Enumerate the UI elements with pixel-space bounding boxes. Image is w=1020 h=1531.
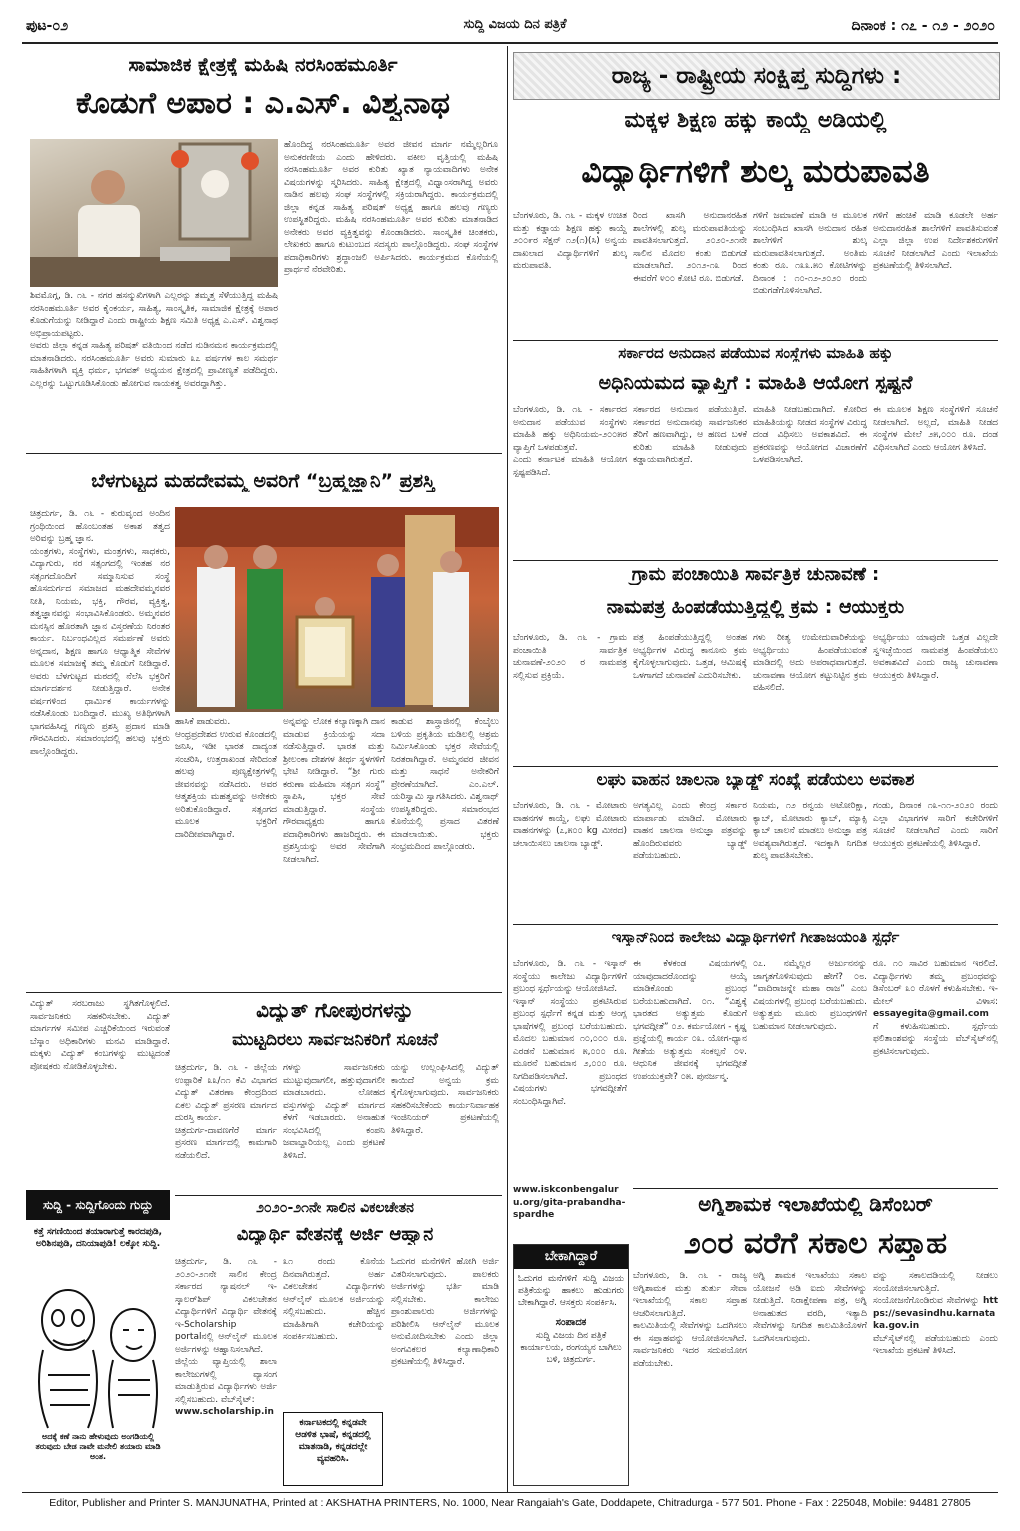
story4-text-col2: ೩೧ ರಂದು ಕೊನೆಯ ದಿನವಾಗಿರುತ್ತದೆ. ಅರ್ಹ ವಿಕಲಚೇತನ ವಿದ್ಯಾರ್ಥಿಗಳು ಆನ್‌ಲೈನ್ ಮೂಲಕ ಅರ್ಜಿಯನ್ನು ಸಲ್ಲಿಸಬಹುದು. ಹೆಚ್ಚಿನ ಮಾಹಿತಿಗಾಗಿ ಕಚೇರಿಯನ್ನು ಸಂಪರ್ಕಿಸಬಹುದು. <box>283 1257 385 1342</box>
wanted-ad-contact-title: ಸಂಪಾದಕ <box>555 1317 587 1328</box>
story-divider <box>513 340 998 341</box>
right-story1-col2: ರಿಂದ ಖಾಸಗಿ ಅನುದಾನರಹಿತ ಶಾಲೆಗಳಲ್ಲಿ ಶುಲ್ಕ ಮರುಪಾವತಿಯನ್ನು ಪಾವತಿಸಲಾಗುತ್ತದೆ. ೨೦೨೦-೨೧ನೇ ಸಾಲಿನ ಮೊದಲ ಕಂತು ಬಿಡುಗಡೆ ಮಾಡಲಾಗಿದೆ. ೨೦೧೨-೧೩ ರಿಂದ ಈವರೆಗೆ ೪೦೦ ಕೋಟಿ ರೂ. ಬಿಡುಗಡೆ. <box>633 211 747 284</box>
right-story4-body-start: ಬೆಂಗಳೂರು, ಡಿ. ೧೬ - ಮೋಟಾರು ವಾಹನಗಳ ಕಾಯ್ದೆ, ಲಘು ಮೋಟಾರು ವಾಹನಗಳನ್ನು (೭,೫೦೦ kg ಮೀರದ) ಚಲಾಯಿಸಲು ಚಾಲನಾ ಬ್ಯಾಡ್ಜ್. <box>513 801 627 849</box>
story2-headline: ಬೆಳಗುಟ್ಟದ ಮಹದೇವಮ್ಮ ಅವರಿಗೆ “ಬ್ರಹ್ಮಜ್ಞಾನಿ” ಪ್ರಶಸ್ತಿ <box>91 470 435 492</box>
wanted-ad-contact-body: ಸುದ್ದಿ ವಿಜಯ ದಿನ ಪತ್ರಿಕೆ ಕಾರ್ಯಾಲಯ, ರಂಗಯ್ಯನ ಬಾಗಿಲು ಬಳಿ, ಚಿತ್ರದುರ್ಗ. <box>520 1331 622 1365</box>
section-banner <box>513 52 1000 100</box>
story-divider <box>513 560 998 561</box>
story4-body-start: ಚಿತ್ರದುರ್ಗ, ಡಿ. ೧೬ - ೨೦೨೦-೨೧ನೇ ಸಾಲಿನ ಕೇಂದ್ರ ಸರ್ಕಾರದ ನ್ಯಾಷನಲ್ ಇ-ಸ್ಕಾಲರ್‌ಶಿಪ್ ವಿಕಲಚೇತನ ವಿದ್ಯಾರ್ಥಿಗಳಿಗೆ ವಿದ್ಯಾರ್ಥಿ ವೇತನಕ್ಕೆ ಇ-Scholarship portalನಲ್ಲಿ ಆನ್‌ಲೈನ್ ಮೂಲಕ ಅರ್ಜಿಗಳನ್ನು ಆಹ್ವಾನಿಸಲಾಗಿದೆ. <box>175 1257 277 1355</box>
right-story5-headline: ಇಸ್ಕಾನ್‌ನಿಂದ ಕಾಲೇಜು ವಿದ್ಯಾರ್ಥಿಗಳಿಗೆ ಗೀತಾಜಯಂತಿ ಸ್ಪರ್ಧೆ <box>611 928 900 946</box>
wanted-ad-body: ಓದುಗರ ಮನೆಗಳಿಗೆ ಸುದ್ದಿ ವಿಜಯ ಪತ್ರಿಕೆಯನ್ನು ಹಾಕಲು ಹುಡುಗರು ಬೇಕಾಗಿದ್ದಾರೆ. ಆಸಕ್ತರು ಸಂಪರ್ಕಿಸಿ. <box>518 1274 624 1308</box>
right-story3-col1 <box>513 632 627 762</box>
right-story1-col1 <box>513 210 627 338</box>
right-story6-col3: ವನ್ನು ಸಕಾಲದಡಿಯಲ್ಲಿ ನೀಡಲು ಸಂಯೋಜಿಸಲಾಗುತ್ತಿದೆ. ಸಂಯೋಜನೆಗೊಂಡಿರುವ ಸೇವೆಗಳನ್ನು https://sevasindhu.karnataka.gov.in ವೆಬ್‌ಸೈಟ್‌ನಲ್ಲಿ ಪಡೆಯಬಹುದು ಎಂದು ಇಲಾಖೆಯ ಪ್ರಕಟಣೆ ತಿಳಿಸಿದೆ. <box>873 1271 998 1356</box>
right-story3-headline1: ಗ್ರಾಮ ಪಂಚಾಯಿತಿ ಸಾರ್ವತ್ರಿಕ ಚುನಾವಣೆ : <box>631 564 880 585</box>
right-story2-col2: ಸರ್ಕಾರದ ಅನುದಾನ ಪಡೆಯುತ್ತಿವೆ. ಸರ್ಕಾರದ ಅನುದಾನವು ಸಾರ್ವಜನಿಕರ ತೆರಿಗೆ ಹಣವಾಗಿದ್ದು, ಆ ಹಣದ ಬಳಕೆ ಕುರಿತು ಮಾಹಿತಿ ನೀಡುವುದು ಕಡ್ಡಾಯವಾಗಿರುತ್ತದೆ. <box>633 405 747 465</box>
story3-headline1: ವಿದ್ಯುತ್ ಗೋಪುರಗಳನ್ನು <box>256 998 414 1022</box>
right-story6-body-start: ಬೆಂಗಳೂರು, ಡಿ. ೧೬ - ರಾಜ್ಯ ಅಗ್ನಿಶಾಮಕ ಮತ್ತು ತುರ್ತು ಸೇವಾ ಇಲಾಖೆಯಲ್ಲಿ ಸಕಾಲ ಸಪ್ತಾಹ ಆಚರಿಸಲಾಗುತ್ತಿದೆ. <box>633 1271 747 1319</box>
right-story2-col1: ಬೆಂಗಳೂರು, ಡಿ. ೧೬ - ಸರ್ಕಾರದ ಅನುದಾನ ಪಡೆಯುವ ಸಂಸ್ಥೆಗಳು ಮಾಹಿತಿ ಹಕ್ಕು ಅಧಿನಿಯಮ-೨೦೦೫ರ ವ್ಯಾಪ್ತಿಗೆ ಒಳಪಡುತ್ತವೆ. ಎಂದು ಕರ್ನಾಟಕ ಮಾಹಿತಿ ಆಯೋಗ ಸ್ಪಷ್ಟಪಡಿಸಿದೆ. <box>513 405 627 478</box>
story-divider <box>633 1188 998 1189</box>
contest-url-text: www.iskconbengaluru.org/gita-prabandha-spardhe <box>513 1185 626 1220</box>
masthead-rule <box>22 42 998 44</box>
right-story4-col4: ಗಂಡು, ದಿನಾಂಕ ೧೩-೧೧-೨೦೨೦ ರಂದು ಎಲ್ಲಾ ವಿಭಾಗಗಳ ಸಾರಿಗೆ ಕಚೇರಿಗಳಿಗೆ ಸೂಚನೆ ನೀಡಲಾಗಿದೆ ಎಂದು ಸಾರಿಗೆ ಆಯುಕ್ತರು ಪ್ರಕಟಣೆಯಲ್ಲಿ ತಿಳಿಸಿದ್ದಾರೆ. <box>873 801 998 849</box>
portrait-photo <box>30 139 278 287</box>
story2-text-col4: ಕಾಡುವ ಶಾಸ್ತ್ರಾಜಿನಲ್ಲಿ ಕೆಂಬೈಲು ಬಳಿಯ ಪ್ರಕೃತಿಯ ಮಡಿಲಲ್ಲಿ ಆಶ್ರಮ ನಿರ್ಮಿಸಿಕೊಂಡು ಭಕ್ತರ ಸೇವೆಯಲ್ಲಿ ನಿರತರಾಗಿದ್ದಾರೆ. ಅಮ್ಮನವರ ಜೀವನ ಮತ್ತು ಸಾಧನೆ ಅನೇಕರಿಗೆ ಪ್ರೇರಣೆಯಾಗಿದೆ. ಎಂ.ಎಲ್. ಯರಿಸ್ವಾಮಿ ಸ್ವಾಗತಿಸಿದರು. ವಿಶ್ವನಾಥ್ ಉಪಸ್ಥಿತರಿದ್ದರು. ಸಮಾರಂಭದ ಕೊನೆಯಲ್ಲಿ ಪ್ರಸಾದ ವಿತರಣೆ ಮಾಡಲಾಯಿತು. ಭಕ್ತರು ಸಂಭ್ರಮದಿಂದ ಪಾಲ್ಗೊಂಡರು. <box>391 717 499 852</box>
photo-caption: ಹಾಸಿಕೆ ಪಾಡುವರು. <box>175 717 231 727</box>
award-photo <box>175 507 499 712</box>
right-story3-body-start: ಬೆಂಗಳೂರು, ಡಿ. ೧೬ - ಗ್ರಾಮ ಪಂಚಾಯಿತಿ ಸಾರ್ವತ್ರಿಕ ಚುನಾವಣೆ-೨೦೨೦ ರ ನಾಮಪತ್ರ ಸಲ್ಲಿಸುವ ಪ್ರಕ್ರಿಯೆ. <box>513 633 627 681</box>
right-story3-col2: ಪತ್ರ ಹಿಂಪಡೆಯುತ್ತಿದ್ದಲ್ಲಿ ಅಂತಹ ಅಭ್ಯರ್ಥಿಗಳ ವಿರುದ್ಧ ಕಾನೂನು ಕ್ರಮ ಕೈಗೊಳ್ಳಲಾಗುವುದು. ಒತ್ತಡ, ಆಮಿಷಕ್ಕೆ ಒಳಗಾಗದೆ ಚುನಾವಣೆ ಎದುರಿಸಬೇಕು. <box>633 633 747 681</box>
story4-kicker: ೨೦೨೦-೨೧ನೇ ಸಾಲಿನ ವಿಕಲಚೇತನ <box>256 1200 414 1216</box>
story3-text-col4: ಯನ್ನು ಉಲ್ಲಂಘಿಸಿದಲ್ಲಿ ವಿದ್ಯುತ್ ಕಾಯಿದೆ ಅನ್ವಯ ಕ್ರಮ ಕೈಗೊಳ್ಳಲಾಗುವುದು. ಸಾರ್ವಜನಿಕರು ಸಹಕರಿಸಬೇಕೆಂದು ಕಾರ್ಯನಿರ್ವಾಹಕ ಇಂಜಿನಿಯರ್ ಪ್ರಕಟಣೆಯಲ್ಲಿ ತಿಳಿಸಿದ್ದಾರೆ. <box>391 1063 499 1136</box>
story1-text-col1: ಶಿವಮೊಗ್ಗ, ಡಿ. ೧೬ - ನಗರ ಹಸನ್ಮುಖಿಗಳಾಗಿ ಎಲ್ಲರನ್ನು ತಮ್ಮತ್ತ ಸೆಳೆಯುತ್ತಿದ್ದ ಮಹಿಷಿ ನರಸಿಂಹಮೂರ್ತಿ ಅವರ ಕೈಂಕರ್ಯ, ಸಾಹಿತ್ಯ, ಸಾಂಸ್ಕೃತಿಕ, ಸಾಮಾಜಿಕ ಕ್ಷೇತ್ರಕ್ಕೆ ಅಪಾರ ಕೊಡುಗೆಯನ್ನು ನೀಡಿದ್ದಾರೆ ಎಂದು ರಾಷ್ಟ್ರೀಯ ಶಿಕ್ಷಣ ಸಮಿತಿ ಅಧ್ಯಕ್ಷ ಎ.ಎಸ್. ವಿಶ್ವನಾಥ ಅಭಿಪ್ರಾಯಪಟ್ಟರು. ಅವರು ಜಿಲ್ಲಾ ಕನ್ನಡ ಸಾಹಿತ್ಯ ಪರಿಷತ್ ವತಿಯಿಂದ ನಡೆದ ನುಡಿನಮನ ಕಾರ್ಯಕ್ರಮದಲ್ಲಿ ಮಾತನಾಡಿದರು. ನರಸಿಂಹಮೂರ್ತಿ ಅವರು ಸುಮಾರು ೩೭ ವರ್ಷಗಳ ಕಾಲ ಸಮರ್ಥ ಸಾಹಿತಿಗಳಾಗಿ ವ್ಯಕ್ತಿ ಧರ್ಮ, ಭಗವತ್ ಅಧ್ಯಯನ ಕ್ಷೇತ್ರದಲ್ಲಿ ಪ್ರಾವೀಣ್ಯತೆ ಪಡೆದಿದ್ದರು. ಎಲ್ಲರನ್ನು ಒಟ್ಟುಗೂಡಿಸಿಕೊಂಡು ಹೋಗುವ ನಾಯಕತ್ವ ಅವರದ್ದಾಗಿತ್ತು. <box>30 291 278 389</box>
story1-body-start: ಶಿವಮೊಗ್ಗ, ಡಿ. ೧೬ - ನಗರ ಹಸನ್ಮುಖಿಗಳಾಗಿ ಎಲ್ಲರನ್ನು ತಮ್ಮತ್ತ ಸೆಳೆಯುತ್ತಿದ್ದ ಮಹಿಷಿ ನರಸಿಂಹಮೂರ್ತಿ ಅವರ ಕೈಂಕರ್ಯ, ಸಾಹಿತ್ಯ, ಸಾಂಸ್ಕೃತಿಕ, ಸಾಮಾಜಿಕ ಕ್ಷೇತ್ರಕ್ಕೆ ಅಪಾರ ಕೊಡುಗೆಯನ್ನು ನೀಡಿದ್ದಾರೆ ಎಂದು ರಾಷ್ಟ್ರೀಯ ಶಿಕ್ಷಣ ಸಮಿತಿ ಅಧ್ಯಕ್ಷ ಎ.ಎಸ್. ವಿಶ್ವನಾಥ ಅಭಿಪ್ರಾಯಪಟ್ಟರು. <box>30 291 278 339</box>
right-story2-headline1: ಸರ್ಕಾರದ ಅನುದಾನ ಪಡೆಯುವ ಸಂಸ್ಥೆಗಳು ಮಾಹಿತಿ ಹಕ್ಕು <box>618 344 893 362</box>
story1-kicker: ಸಾಮಾಜಿಕ ಕ್ಷೇತ್ರಕ್ಕೆ ಮಹಿಷಿ ನರಸಿಂಹಮೂರ್ತಿ <box>128 54 398 76</box>
right-story4-col3: ನಿಯಮ, ೧೨ ರನ್ವಯ ಅಟೋರಿಕ್ಷಾ, ಕ್ಯಾಬ್, ಮೋಟಾರು ಕ್ಯಾಬ್, ಮ್ಯಾಕ್ಸಿ ಕ್ಯಾಬ್ ಚಾಲನೆ ಮಾಡಲು ಅನುಜ್ಞಾ ಪತ್ರ ಅವಶ್ಯವಾಗಿರುತ್ತದೆ. ಇದಕ್ಕಾಗಿ ನಿಗದಿತ ಶುಲ್ಕ ಪಾವತಿಸಬೇಕು. <box>753 801 867 861</box>
paper-name: ಸುದ್ದಿ ವಿಜಯ ದಿನ ಪತ್ರಿಕೆ <box>463 17 567 32</box>
cartoon-title: ಸುದ್ದಿ - ಸುದ್ದಿಗೊಂದು ಗುದ್ದು <box>26 1190 170 1220</box>
story3-text-col3: ಗಳನ್ನು ಸಾರ್ವಜನಿಕರು ಮುಟ್ಟುವುದಾಗಲೀ, ಹತ್ತುವುದಾಗಲೀ ಮಾಡಬಾರದು. ಲೋಹದ ವಸ್ತುಗಳನ್ನು ವಿದ್ಯುತ್ ಮಾರ್ಗದ ಕೆಳಗೆ ಇಡಬಾರದು. ಅನಾಹುತ ಸಂಭವಿಸಿದಲ್ಲಿ ಕಂಪನಿ ಜವಾಬ್ದಾರಿಯಲ್ಲ ಎಂದು ಪ್ರಕಟಣೆ ತಿಳಿಸಿದೆ. <box>283 1063 385 1161</box>
cartoon-bubble-bottom: ಅದಕ್ಕೆ ಕಣೆ ನಾನು ಹೇಳುವುದು ಅಂಗಡಿಯಲ್ಲಿ ತರುವುದು ಬೇಡ ನಾವೇ ಮನೇಲಿ ತಯಾರು ಮಾಡಿ ಅಂತ. <box>35 1432 161 1461</box>
right-story4-col2: ಅಗತ್ಯವಿಲ್ಲ ಎಂದು ಕೇಂದ್ರ ಸರ್ಕಾರ ಮಾರ್ಪಾಡು ಮಾಡಿದೆ. ಮೋಟಾರು ವಾಹನ ಚಾಲನಾ ಅನುಜ್ಞಾ ಪತ್ರವನ್ನು ಹೊಂದಿರುವವರು ಬ್ಯಾಡ್ಜ್ ಪಡೆಯಬಹುದು. <box>633 801 747 861</box>
right-story2-body-start: ಬೆಂಗಳೂರು, ಡಿ. ೧೬ - ಸರ್ಕಾರದ ಅನುದಾನ ಪಡೆಯುವ ಸಂಸ್ಥೆಗಳು ಮಾಹಿತಿ ಹಕ್ಕು ಅಧಿನಿಯಮ-೨೦೦೫ರ ವ್ಯಾಪ್ತಿಗೆ ಒಳಪಡುತ್ತವೆ. <box>513 405 627 453</box>
wanted-ad <box>513 1244 629 1486</box>
right-story2-col4: ಈ ಮೂಲಕ ಶಿಕ್ಷಣ ಸಂಸ್ಥೆಗಳಿಗೆ ಸೂಚನೆ ನೀಡಲಾಗಿದೆ. ಅಲ್ಲದೆ, ಮಾಹಿತಿ ನೀಡದ ಸಂಸ್ಥೆಗಳ ಮೇಲೆ ೨೫,೦೦೦ ರೂ. ದಂಡ ವಿಧಿಸಲಾಗಿದೆ ಎಂದು ಆಯೋಗ ತಿಳಿಸಿದೆ. <box>873 405 998 453</box>
right-story2-col3: ಮಾಹಿತಿ ನೀಡಬಹುದಾಗಿದೆ. ಕೋರಿದ ಮಾಹಿತಿಯನ್ನು ನೀಡದ ಸಂಸ್ಥೆಗಳ ವಿರುದ್ಧ ದಂಡ ವಿಧಿಸಲು ಅವಕಾಶವಿದೆ. ಈ ಪ್ರಕರಣವನ್ನು ಆಯೋಗದ ವಿಚಾರಣೆಗೆ ಒಳಪಡಿಸಲಾಗಿದೆ. <box>753 405 867 465</box>
imprint-line: Editor, Publisher and Printer S. MANJUNATHA, Printed at : AKSHATHA PRINTERS, No. 1000, Near Rangaiah's Gate, Doddapete, Chitradurga - 577 501. Phone - Fax : 225048, Mobile: 94481 27805 <box>49 1497 971 1509</box>
story4-text-col1: ಚಿತ್ರದುರ್ಗ, ಡಿ. ೧೬ - ೨೦೨೦-೨೧ನೇ ಸಾಲಿನ ಕೇಂದ್ರ ಸರ್ಕಾರದ ನ್ಯಾಷನಲ್ ಇ-ಸ್ಕಾಲರ್‌ಶಿಪ್ ವಿಕಲಚೇತನ ವಿದ್ಯಾರ್ಥಿಗಳಿಗೆ ವಿದ್ಯಾರ್ಥಿ ವೇತನಕ್ಕೆ ಇ-Scholarship portalನಲ್ಲಿ ಆನ್‌ಲೈನ್ ಮೂಲಕ ಅರ್ಜಿಗಳನ್ನು ಆಹ್ವಾನಿಸಲಾಗಿದೆ. ಜಿಲ್ಲೆಯ ವ್ಯಾಪ್ತಿಯಲ್ಲಿ ಶಾಲಾ ಕಾಲೇಜುಗಳಲ್ಲಿ ವ್ಯಾಸಂಗ ಮಾಡುತ್ತಿರುವ ವಿದ್ಯಾರ್ಥಿಗಳು ಅರ್ಜಿ ಸಲ್ಲಿಸಬಹುದು. ವೆಬ್‌ಸೈಟ್: www.scholarship.in <box>175 1257 277 1417</box>
story2-text-col3: ಅನ್ನವನ್ನು ಲೋಕ ಕಲ್ಯಾಣಕ್ಕಾಗಿ ದಾನ ಮಾಡುವ ಕ್ರಿಯೆಯನ್ನು ಸದಾ ನಡೆಸುತ್ತಿದ್ದಾರೆ. ಭಾರತ ಮತ್ತು ಶ್ರೀಲಂಕಾ ದೇಶಗಳ ತೀರ್ಥ ಸ್ಥಳಗಳಿಗೆ ಭೇಟಿ ನೀಡಿದ್ದಾರೆ. “ಶ್ರೀ ಗುರು ಕರುಣಾ ಮಹಿಮಾ ಸತ್ಸಂಗ ಸಂಸ್ಥೆ” ಸ್ಥಾಪಿಸಿ, ಭಕ್ತರ ಸೇವೆ ಮಾಡುತ್ತಿದ್ದಾರೆ. ಸಂಸ್ಥೆಯ ಗೌರವಾಧ್ಯಕ್ಷರು ಹಾಗೂ ಪದಾಧಿಕಾರಿಗಳು ಹಾಜರಿದ್ದರು. ಈ ಪ್ರಶಸ್ತಿಯನ್ನು ಅವರ ಸೇವೆಗಾಗಿ ನೀಡಲಾಗಿದೆ. <box>283 717 385 865</box>
right-story5-body-start: ಬೆಂಗಳೂರು, ಡಿ. ೧೬ - ಇಸ್ಕಾನ್ ಸಂಸ್ಥೆಯು ಕಾಲೇಜು ವಿದ್ಯಾರ್ಥಿಗಳಿಗೆ ಪ್ರಬಂಧ ಸ್ಪರ್ಧೆಯನ್ನು ಆಯೋಜಿಸಿದೆ. <box>513 959 627 994</box>
right-story1-col3: ಗಳಿಗೆ ಜಮಾವಣೆ ಮಾಡಿ ಆ ಮೂಲಕ ಸಂಬಂಧಿಸಿದ ಖಾಸಗಿ ಅನುದಾನ ರಹಿತ ಶಾಲೆಗಳಿಗೆ ಶುಲ್ಕ ಮರುಪಾವತಿಸಲಾಗುತ್ತದೆ. ಅಂತಿಮ ಕಂತು ರೂ. ೧೩೩.೫೦ ಕೋಟಿಗಳನ್ನು ದಿನಾಂಕ : ೧೦-೧೨-೨೦೨೦ ರಂದು ಬಿಡುಗಡೆಗೊಳಿಸಲಾಗಿದೆ. <box>753 211 867 296</box>
right-story4-headline: ಲಘು ವಾಹನ ಚಾಲನಾ ಬ್ಯಾಡ್ಜ್ ಸಂಖ್ಯೆ ಪಡೆಯಲು ಅವಕಾಶ <box>596 770 915 790</box>
kannada-ad-box <box>283 1412 383 1486</box>
right-story3-col3: ಗಳು ರೀತ್ಯ ಉಮೇದುವಾರಿಕೆಯನ್ನು ಅಭ್ಯರ್ಥಿಯು ಹಿಂಪಡೆಯುವಂತೆ ಮಾಡಿದಲ್ಲಿ ಅದು ಅಪರಾಧವಾಗುತ್ತದೆ. ಚುನಾವಣಾ ಆಯೋಗ ಕಟ್ಟುನಿಟ್ಟಿನ ಕ್ರಮ ವಹಿಸಲಿದೆ. <box>753 633 867 693</box>
story-divider <box>513 924 998 925</box>
page-number: ಪುಟ-೦೨ <box>26 18 69 34</box>
story-divider <box>26 992 502 993</box>
story-divider <box>175 1195 502 1196</box>
kannada-ad-text: ಕರ್ನಾಟಕದಲ್ಲಿ ಕನ್ನಡವೇ ಆಡಳಿತ ಭಾಷೆ, ಕನ್ನಡದಲ್ಲಿ ಮಾತನಾಡಿ, ಕನ್ನಡದಲ್ಲೇ ವ್ಯವಹರಿಸಿ. <box>295 1418 371 1464</box>
story2-text-col1: ಚಿತ್ರದುರ್ಗ, ಡಿ. ೧೬ - ಕುರುವೃಂದ ಅಂದಿನ ಗ್ರಂಥಿಯಿಂದ ಹೊಂಬಂತಹ ಅಕಾಶ ತತ್ವದ ಅರಿವನ್ನು ಬ್ರಹ್ಮ ಜ್ಞಾನ. ಯಂತ್ರಗಳು, ಸಂಸ್ಥೆಗಳು, ಮಂತ್ರಗಳು, ಸಾಧಕರು, ವಿದ್ಯಾಗುರು, ನರ ಸತ್ಸಂಗದಲ್ಲಿ ಇಂತಹ ನರ ಸತ್ಸಂಗದೊಂದಿಗೆ ಸಮ್ಮಾನಿಸುವ ಸಂಸ್ಥೆ ಹೊಸದುರ್ಗದ ಸಮಾಜದ ಮಹದೇವಮ್ಮನವರ ನೀತಿ, ನಿಯಮ, ಭಕ್ತಿ, ಗೌರವ, ವ್ಯಕ್ತಿತ್ವ, ತತ್ವಜ್ಞಾನವನ್ನು ಸಂಭಾವಿಸಿಕೊಂಡರು. ಅಮ್ಮನವರ ಮನಸ್ಸಿನ ಹೊರತಾಗಿ ಜ್ಞಾನ ವಿಸ್ತರಣೆಯ ನಿರಂತರ ಕಾರ್ಯ. ನಿರ್ಬಂಧವಿಲ್ಲದ ಸಮರ್ಪಣೆ ಅವರು ಅನ್ನದಾನ, ಶಿಕ್ಷಣ ಹಾಗೂ ಆಧ್ಯಾತ್ಮಿಕ ಸೇವೆಗಳ ಮೂಲಕ ಸಮಾಜಕ್ಕೆ ತಮ್ಮ ಕೊಡುಗೆ ನೀಡಿದ್ದಾರೆ. ಅವರು ಬೆಳಗುಟ್ಟದ ಮಠದಲ್ಲಿ ನೆಲೆಸಿ ಭಕ್ತರಿಗೆ ಮಾರ್ಗದರ್ಶನ ನೀಡುತ್ತಿದ್ದಾರೆ. ಅನೇಕ ವರ್ಷಗಳಿಂದ ಧಾರ್ಮಿಕ ಕಾರ್ಯಗಳನ್ನು ನಡೆಸಿಕೊಂಡು ಬಂದಿದ್ದಾರೆ. ಮುಖ್ಯ ಅತಿಥಿಗಳಾಗಿ ಭಾಗವಹಿಸಿದ್ದ ಗಣ್ಯರು ಪ್ರಶಸ್ತಿ ಪ್ರದಾನ ಮಾಡಿ ಗೌರವಿಸಿದರು. ಸಮಾರಂಭದಲ್ಲಿ ಹಲವು ಭಕ್ತರು ಪಾಲ್ಗೊಂಡಿದ್ದರು. <box>30 509 170 757</box>
issue-date: ದಿನಾಂಕ : ೧೭ - ೧೨ - ೨೦೨೦ <box>851 18 995 34</box>
right-story3-headline2: ನಾಮಪತ್ರ ಹಿಂಪಡೆಯುತ್ತಿದ್ದಲ್ಲಿ ಕ್ರಮ : ಆಯುಕ್ತರು <box>606 596 905 618</box>
right-story1-headline1: ಮಕ್ಕಳ ಶಿಕ್ಷಣ ಹಕ್ಕು ಕಾಯ್ದೆ ಅಡಿಯಲ್ಲಿ <box>624 108 887 133</box>
story3-headline2: ಮುಟ್ಟದಿರಲು ಸಾರ್ವಜನಿಕರಿಗೆ ಸೂಚನೆ <box>232 1030 438 1050</box>
footer-rule <box>22 1492 998 1493</box>
story-divider <box>513 766 998 767</box>
column-divider <box>507 46 508 1492</box>
right-story5-col4: ರೂ. ೧೦ ಸಾವಿರ ಬಹುಮಾನ ಇರಲಿದೆ. ವಿದ್ಯಾರ್ಥಿಗಳು ತಮ್ಮ ಪ್ರಬಂಧವನ್ನು ಡಿಸೆಂಬರ್ ೩೦ ರೊಳಗೆ ಕಳುಹಿಸಬೇಕು. ಇ-ಮೇಲ್ ವಿಳಾಸ: essayegita@gmail.com ಗೆ ಕಳುಹಿಸಬಹುದು. ಸ್ಪರ್ಧೆಯ ಫಲಿತಾಂಶವನ್ನು ಸಂಸ್ಥೆಯ ವೆಬ್‌ಸೈಟ್‌ನಲ್ಲಿ ಪ್ರಕಟಿಸಲಾಗುವುದು. <box>873 959 998 1057</box>
right-story5-col2: ಈ ಕೆಳಕಂಡ ವಿಷಯಗಳಲ್ಲಿ ಯಾವುದಾದರೊಂದನ್ನು ಆಯ್ಕೆ ಮಾಡಿಕೊಂಡು ಪ್ರಬಂಧ ಬರೆಯಬಹುದಾಗಿದೆ. ೦೧. “ವಿಶ್ವಕ್ಕೆ ಭಾರತದ ಅತ್ಯುತ್ತಮ ಕೊಡುಗೆ ಭಗವದ್ಗೀತೆ” ೦೨. ಕರ್ಮಯೋಗ - ಕೃಷ್ಣ ಪ್ರಜ್ಞೆಯಲ್ಲಿ ಕಾರ್ಯ ೦೩. ಯೋಗ-ಧ್ಯಾನ ಗೀತೆಯ ಅತ್ಯುತ್ತಮ ಸಂಕಲ್ಪನೆ ೦೪. ಆಧುನಿಕ ಜೀವನಕ್ಕೆ ಭಗವದ್ಗೀತೆ ಉಪಯುಕ್ತವೇ? ೦೫. ಪುನರ್ಜನ್ಮ. <box>633 959 747 1082</box>
contest-url <box>513 1184 627 1240</box>
contest-email: essayegita@gmail.com <box>873 1009 989 1019</box>
right-story1-body-start: ಬೆಂಗಳೂರು, ಡಿ. ೧೬ - ಮಕ್ಕಳ ಉಚಿತ ಮತ್ತು ಕಡ್ಡಾಯ ಶಿಕ್ಷಣ ಹಕ್ಕು ಕಾಯ್ದೆ ೨೦೦೯ರ ಸೆಕ್ಷನ್ ೧೨(೧)(ಸಿ) ಅನ್ವಯ ದಾಖಲಾದ ವಿದ್ಯಾರ್ಥಿಗಳಿಗೆ ಶುಲ್ಕ ಮರುಪಾವತಿ. <box>513 211 627 271</box>
section-banner-text: ರಾಜ್ಯ - ರಾಷ್ಟ್ರೀಯ ಸಂಕ್ಷಿಪ್ತ ಸುದ್ದಿಗಳು : <box>611 63 902 89</box>
right-story6-col2: ಅಗ್ನಿ ಶಾಮಕ ಇಲಾಖೆಯು ಸಕಾಲ ಯೋಜನೆ ಅಡಿ ಐದು ಸೇವೆಗಳನ್ನು ನೀಡುತ್ತಿದೆ. ನಿರಾಕ್ಷೇಪಣಾ ಪತ್ರ, ಅಗ್ನಿ ಅನಾಹುತದ ವರದಿ, ಇತ್ಯಾದಿ ಸೇವೆಗಳನ್ನು ನಿಗದಿತ ಕಾಲಮಿತಿಯೊಳಗೆ ಒದಗಿಸಲಾಗುವುದು. <box>753 1271 867 1344</box>
story3-text-col2: ಚಿತ್ರದುರ್ಗ, ಡಿ. ೧೬ - ಜಿಲ್ಲೆಯ ಉಪ್ಪಾರಿಕೆ ೩೩/೧೧ ಕೆವಿ ವಿಭಾಗದ ವಿದ್ಯುತ್ ವಿತರಣಾ ಕೇಂದ್ರದಿಂದ ಏಕಲ ವಿದ್ಯುತ್ ಪ್ರಸರಣ ಮಾರ್ಗದ ದುರಸ್ತಿ ಕಾರ್ಯ. ಚಿತ್ರದುರ್ಗ-ದಾವಣಗೆರೆ ಮಾರ್ಗ ಪ್ರಸರಣ ಮಾರ್ಗದಲ್ಲಿ ಕಾಮಗಾರಿ ನಡೆಯಲಿದೆ. <box>175 1063 277 1161</box>
right-story6-headline2: ೨೦ರ ವರೆಗೆ ಸಕಾಲ ಸಪ್ತಾಹ <box>683 1226 948 1261</box>
story1-headline: ಕೊಡುಗೆ ಅಪಾರ : ಎ.ಎಸ್. ವಿಶ್ವನಾಥ <box>76 86 450 121</box>
right-story6-headline1: ಅಗ್ನಿಶಾಮಕ ಇಲಾಖೆಯಲ್ಲಿ ಡಿಸೆಂಬರ್ <box>698 1192 933 1216</box>
right-story3-col4: ಅಭ್ಯರ್ಥಿಯು ಯಾವುದೇ ಒತ್ತಡ ವಿಲ್ಲದೇ ಸ್ವಇಚ್ಛೆಯಿಂದ ನಾಮಪತ್ರ ಹಿಂಪಡೆಯಲು ಅವಕಾಶವಿದೆ ಎಂದು ರಾಜ್ಯ ಚುನಾವಣಾ ಆಯುಕ್ತರು ತಿಳಿಸಿದ್ದಾರೆ. <box>873 633 998 681</box>
cartoon-drawing <box>28 1280 168 1430</box>
wanted-ad-title: ಬೇಕಾಗಿದ್ದಾರೆ <box>514 1245 628 1269</box>
story3-text-col1: ವಿದ್ಯುತ್ ಸರಬರಾಜು ಸ್ಥಗಿತಗೊಳ್ಳಲಿದೆ. ಸಾರ್ವಜನಿಕರು ಸಹಕರಿಸಬೇಕು. ವಿದ್ಯುತ್ ಮಾರ್ಗಗಳ ಸಮೀಪ ಎಚ್ಚರಿಕೆಯಿಂದ ಇರುವಂತೆ ಬೆಸ್ಕಾಂ ಅಧಿಕಾರಿಗಳು ಮನವಿ ಮಾಡಿದ್ದಾರೆ. ಮಕ್ಕಳು ವಿದ್ಯುತ್ ಕಂಬಗಳನ್ನು ಮುಟ್ಟದಂತೆ ಪೋಷಕರು ನೋಡಿಕೊಳ್ಳಬೇಕು. <box>30 999 170 1072</box>
right-story5-col1: ಬೆಂಗಳೂರು, ಡಿ. ೧೬ - ಇಸ್ಕಾನ್ ಸಂಸ್ಥೆಯು ಕಾಲೇಜು ವಿದ್ಯಾರ್ಥಿಗಳಿಗೆ ಪ್ರಬಂಧ ಸ್ಪರ್ಧೆಯನ್ನು ಆಯೋಜಿಸಿದೆ. ಇಸ್ಕಾನ್ ಸಂಸ್ಥೆಯು ಪ್ರಕಟಿಸಿರುವ ಪ್ರಬಂಧ ಸ್ಪರ್ಧೆಗೆ ಕನ್ನಡ ಮತ್ತು ಆಂಗ್ಲ ಭಾಷೆಗಳಲ್ಲಿ ಪ್ರಬಂಧ ಬರೆಯಬಹುದು. ಮೊದಲ ಬಹುಮಾನ ೧೦,೦೦೦ ರೂ. ಎರಡನೆ ಬಹುಮಾನ ೫,೦೦೦ ರೂ. ಮೂರನೆ ಬಹುಮಾನ ೨,೦೦೦ ರೂ. ನಿಗದಿಪಡಿಸಲಾಗಿದೆ. ಪ್ರಬಂಧದ ವಿಷಯಗಳು ಭಗವದ್ಗೀತೆಗೆ ಸಂಬಂಧಿಸಿದ್ದಾಗಿವೆ. <box>513 959 627 1107</box>
story2-text-col2: ಹಾಸಿಕೆ ಪಾಡುವರು. ಆಂಧ್ರಪ್ರದೇಶದ ಉರುವ ಕೊಂಡದಲ್ಲಿ ಜನಿಸಿ, ಇಡೀ ಭಾರತ ದಾದ್ಯಂತ ಸಂಚರಿಸಿ, ಉತ್ತರಾಖಂಡ ಸೇರಿದಂತೆ ಹಲವು ಪುಣ್ಯಕ್ಷೇತ್ರಗಳಲ್ಲಿ ಜೀವನವನ್ನು ನಡೆಸಿದರು. ಅವರ ಆತ್ಮಶಕ್ತಿಯ ಮಹತ್ವವನ್ನು ಅನೇಕರು ಅರಿತುಕೊಂಡಿದ್ದಾರೆ. ಸತ್ಸಂಗದ ಮೂಲಕ ಭಕ್ತರಿಗೆ ದಾರಿದೀಪವಾಗಿದ್ದಾರೆ. <box>175 717 277 840</box>
story4-text-col3: ಓದುಗರ ಮನೆಗಳಿಗೆ ಹೋಗಿ ಅರ್ಜಿ ವಿತರಿಸಲಾಗುವುದು. ಪಾಲಕರು ಅರ್ಜಿಗಳನ್ನು ಭರ್ತಿ ಮಾಡಿ ಸಲ್ಲಿಸಬೇಕು. ಕಾಲೇಜು ಪ್ರಾಂಶುಪಾಲರು ಅರ್ಜಿಗಳನ್ನು ಪರಿಶೀಲಿಸಿ ಆನ್‌ಲೈನ್ ಮೂಲಕ ಅನುಮೋದಿಸಬೇಕು ಎಂದು ಜಿಲ್ಲಾ ಅಂಗವಿಕಲರ ಕಲ್ಯಾಣಾಧಿಕಾರಿ ಪ್ರಕಟಣೆಯಲ್ಲಿ ತಿಳಿಸಿದ್ದಾರೆ. <box>391 1257 499 1367</box>
story4-headline: ವಿದ್ಯಾರ್ಥಿ ವೇತನಕ್ಕೆ ಅರ್ಜಿ ಆಹ್ವಾನ <box>236 1224 434 1245</box>
story-divider <box>26 453 502 454</box>
story2-body-start: ಚಿತ್ರದುರ್ಗ, ಡಿ. ೧೬ - ಕುರುವೃಂದ ಅಂದಿನ ಗ್ರಂಥಿಯಿಂದ ಹೊಂಬಂತಹ ಅಕಾಶ ತತ್ವದ ಅರಿವನ್ನು ಬ್ರಹ್ಮ ಜ್ಞಾನ. <box>30 509 170 544</box>
right-story4-col1 <box>513 800 627 920</box>
right-story6-col1: ಬೆಂಗಳೂರು, ಡಿ. ೧೬ - ರಾಜ್ಯ ಅಗ್ನಿಶಾಮಕ ಮತ್ತು ತುರ್ತು ಸೇವಾ ಇಲಾಖೆಯಲ್ಲಿ ಸಕಾಲ ಸಪ್ತಾಹ ಆಚರಿಸಲಾಗುತ್ತಿದೆ. ಕಾಲಮಿತಿಯಲ್ಲಿ ಸೇವೆಗಳನ್ನು ಒದಗಿಸಲು ಈ ಸಪ್ತಾಹವನ್ನು ಆಯೋಜಿಸಲಾಗಿದೆ. ಸಾರ್ವಜನಿಕರು ಇದರ ಸದುಪಯೋಗ ಪಡೆಯಬೇಕು. <box>633 1271 747 1369</box>
right-story5-col3: ೦೭. ನಮ್ಮೆಲ್ಲರ ಅರ್ಜುನನನ್ನು ಜಾಗೃತಗೊಳಿಸುವುದು ಹೇಗೆ? ೦೮. “ವಾದಿರಾಜನ್ನೇ ಮಹಾ ರಾಜ” ಎಂಬ ವಿಷಯಗಳಲ್ಲಿ ಪ್ರಬಂಧ ಬರೆಯಬಹುದು. ಅತ್ಯುತ್ತಮ ಮೂರು ಪ್ರಬಂಧಗಳಿಗೆ ಬಹುಮಾನ ನೀಡಲಾಗುವುದು. <box>753 959 867 1032</box>
story1-text-col2: ಹೊಂದಿದ್ದ ನರಸಿಂಹಮೂರ್ತಿ ಅವರ ಜೀವನ ಮಾರ್ಗ ನಮ್ಮೆಲ್ಲರಿಗೂ ಅನುಕರಣೀಯ ಎಂದು ಹೇಳಿದರು. ವಕೀಲ ವೃತ್ತಿಯಲ್ಲಿ ಮಹಿಷಿ ನರಸಿಂಹಮೂರ್ತಿ ಅವರ ಕುರಿತು ಖ್ಯಾತ ನ್ಯಾಯವಾದಿಗಳು ಅನೇಕ ವಿಷಯಗಳನ್ನು ಸ್ಮರಿಸಿದರು. ಸಾಹಿತ್ಯ ಕ್ಷೇತ್ರದಲ್ಲಿ ವಿಧ್ವಾಂಸರಾಗಿದ್ದ ಅವರು ನಾಡಿನ ಹಲವು ಸಂಘ ಸಂಸ್ಥೆಗಳಲ್ಲಿ ಸಕ್ರಿಯರಾಗಿದ್ದರು. ಕಾರ್ಯಕ್ರಮದಲ್ಲಿ ಜಿಲ್ಲಾ ಕನ್ನಡ ಸಾಹಿತ್ಯ ಪರಿಷತ್ ಅಧ್ಯಕ್ಷ ಹಾಗೂ ಹಲವು ಗಣ್ಯರು ಉಪಸ್ಥಿತರಿದ್ದರು. ಮಹಿಷಿ ನರಸಿಂಹಮೂರ್ತಿ ಅವರ ಕುರಿತು ಮಾತನಾಡಿದ ಅನೇಕರು ಅವರ ವ್ಯಕ್ತಿತ್ವವನ್ನು ಕೊಂಡಾಡಿದರು. ಸಾಂಸ್ಕೃತಿಕ ಚಿಂತಕರು, ಲೇಖಕರು ಹಾಗೂ ಕುಟುಂಬದ ಸದಸ್ಯರು ಪಾಲ್ಗೊಂಡಿದ್ದರು. ಸಂಘ ಸಂಸ್ಥೆಗಳ ಪದಾಧಿಕಾರಿಗಳು ಶ್ರದ್ಧಾಂಜಲಿ ಅರ್ಪಿಸಿದರು. ಕಾರ್ಯಕ್ರಮದ ಕೊನೆಯಲ್ಲಿ ಪ್ರಾರ್ಥನೆ ನೆರವೇರಿತು. <box>284 140 498 275</box>
right-story1-col4: ಗಳಿಗೆ ಹಂಚಿಕೆ ಮಾಡಿ ಕೂಡಲೇ ಅರ್ಹ ಅನುದಾನರಹಿತ ಶಾಲೆಗಳಿಗೆ ಪಾವತಿಸುವಂತೆ ಎಲ್ಲಾ ಜಿಲ್ಲಾ ಉಪ ನಿರ್ದೇಶಕರುಗಳಿಗೆ ಸೂಚನೆ ನೀಡಲಾಗಿದೆ ಎಂದು ಇಲಾಖೆಯ ಪ್ರಕಟಣೆಯಲ್ಲಿ ತಿಳಿಸಲಾಗಿದೆ. <box>873 211 998 271</box>
seva-sindhu-url: https://sevasindhu.karnataka.gov.in <box>873 1296 998 1331</box>
cartoon-bubble-top: ಕತ್ತೆ ಸಗಣಿಯಿಂದ ತಯಾರಾಗುತ್ತೆ ಕಾರದಪುಡಿ, ಅರಿಶಿನಪುಡಿ, ದನಿಯಾಪುಡಿ! ಲಕ್ಕೋ ಸುದ್ದಿ. <box>33 1227 163 1249</box>
scholarship-website: www.scholarship.in <box>175 1407 274 1417</box>
right-story1-headline2: ವಿದ್ಯಾರ್ಥಿಗಳಿಗೆ ಶುಲ್ಕ ಮರುಪಾವತಿ <box>581 152 930 190</box>
right-story2-headline2: ಅಧಿನಿಯಮದ ವ್ಯಾಪ್ತಿಗೆ : ಮಾಹಿತಿ ಆಯೋಗ ಸ್ಪಷ್ಟನೆ <box>598 372 913 394</box>
story3-body-start: ಚಿತ್ರದುರ್ಗ, ಡಿ. ೧೬ - ಜಿಲ್ಲೆಯ ಉಪ್ಪಾರಿಕೆ ೩೩/೧೧ ಕೆವಿ ವಿಭಾಗದ ವಿದ್ಯುತ್ ವಿತರಣಾ ಕೇಂದ್ರದಿಂದ ಏಕಲ ವಿದ್ಯುತ್ ಪ್ರಸರಣ ಮಾರ್ಗದ ದುರಸ್ತಿ ಕಾರ್ಯ. <box>175 1063 277 1123</box>
